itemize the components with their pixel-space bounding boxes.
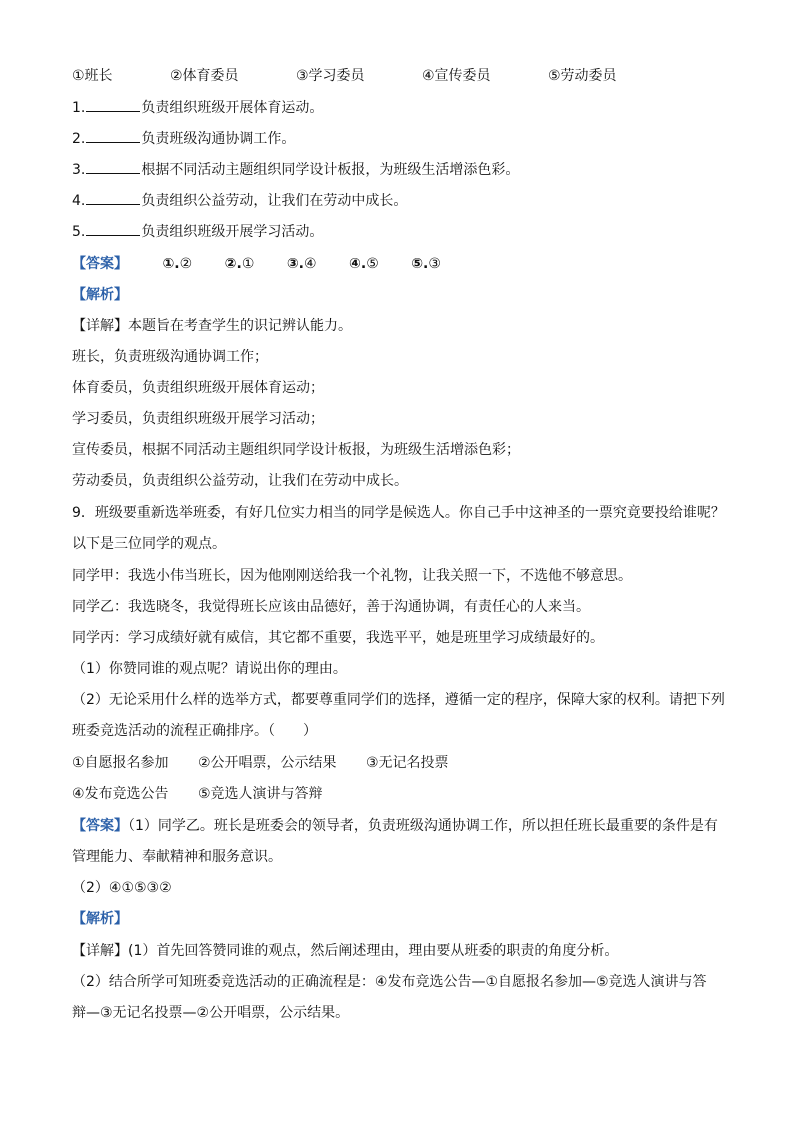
item-number: 3. [72, 162, 86, 178]
q9-stem: 9．班级要重新选举班委，有好几位实力相当的同学是候选人。你自己手中这神圣的一票究竟要投给谁呢？ [72, 505, 725, 521]
q9-student-c: 同学丙：学习成绩好就有威信，其它都不重要，我选平平，她是班里学习成绩最好的。 [72, 630, 604, 646]
q9-option: ③无记名投票 [366, 755, 449, 771]
q8-item [72, 191, 407, 211]
q9-answer-cont: 管理能力、奉献精神和服务意识。 [72, 849, 282, 865]
q9-sub-question-1: （1）你赞同谁的观点呢？请说出你的理由。 [72, 661, 347, 677]
q8-analysis-line: 班长，负责班级沟通协调工作； [72, 349, 268, 365]
q8-item [72, 129, 295, 149]
answer-item: ③.④ [286, 256, 317, 272]
answer-text: （1）同学乙。班长是班委会的领导者，负责班级沟通协调工作，所以担任班长最重要的条件是有 [128, 818, 718, 834]
answer-label: 【答案】 [72, 818, 128, 834]
item-text: 根据不同活动主题组织同学设计板报，为班级生活增添色彩。 [141, 162, 520, 178]
q9-answer-2: （2）④①⑤③② [72, 880, 172, 896]
item-text: 负责组织班级开展学习活动。 [141, 224, 324, 240]
q9-option: ④发布竞选公告 [72, 786, 169, 802]
answer-blank [86, 191, 140, 205]
q8-item [72, 98, 323, 118]
q9-sub-question-2-cont: 班委竞选活动的流程正确排序。（ ） [72, 723, 317, 739]
q9-analysis-label: 【解析】 [72, 911, 128, 927]
item-text: 负责组织公益劳动，让我们在劳动中成长。 [141, 193, 408, 209]
q9-option: ⑤竞选人演讲与答辩 [198, 786, 323, 802]
q8-analysis-label: 【解析】 [72, 287, 128, 303]
q8-answer-row [72, 254, 469, 274]
answer-blank [86, 129, 140, 143]
item-text: 负责组织班级开展体育运动。 [141, 100, 324, 116]
item-number: 5. [72, 224, 86, 240]
q9-detail-1: 【详解】(1）首先回答赞同谁的观点，然后阐述理由，理由要从班委的职责的角度分析。 [72, 943, 619, 959]
q8-option-1: ①班长 [72, 68, 113, 84]
answer-blank [86, 160, 140, 174]
item-text: 负责班级沟通协调工作。 [141, 131, 296, 147]
answer-item: ①.② [162, 256, 193, 272]
q9-student-a: 同学甲：我选小伟当班长，因为他刚刚送给我一个礼物，让我关照一下，不选他不够意思。 [72, 568, 632, 584]
q8-analysis-line: 劳动委员，负责组织公益劳动，让我们在劳动中成长。 [72, 473, 408, 489]
q8-analysis-line: 体育委员，负责组织班级开展体育运动； [72, 380, 324, 396]
q8-option-4: ④宣传委员 [422, 68, 491, 84]
q9-sub-question-2: （2）无论采用什么样的选举方式，都要尊重同学们的选择，遵循一定的程序，保障大家的权利。请把下列 [72, 692, 725, 708]
q8-item [72, 160, 519, 180]
q9-option: ②公开唱票，公示结果 [198, 755, 337, 771]
answer-item: ⑤.③ [411, 256, 441, 272]
q8-option-3: ③学习委员 [296, 68, 365, 84]
item-number: 1. [72, 100, 86, 116]
q9-student-b: 同学乙：我选晓冬，我觉得班长应该由品德好，善于沟通协调，有责任心的人来当。 [72, 599, 590, 615]
q9-answer-row [72, 816, 718, 836]
q8-analysis-line: 学习委员，负责组织班级开展学习活动； [72, 411, 324, 427]
answer-item: ②.① [224, 256, 255, 272]
q9-option: ①自愿报名参加 [72, 755, 169, 771]
answer-label: 【答案】 [72, 256, 128, 272]
q8-analysis-line: 宣传委员，根据不同活动主题组织同学设计板报，为班级生活增添色彩； [72, 442, 520, 458]
q8-item [72, 222, 323, 242]
q8-option-5: ⑤劳动委员 [548, 68, 617, 84]
item-number: 4. [72, 193, 86, 209]
q8-detail: 【详解】本题旨在考查学生的识记辨认能力。 [72, 318, 352, 334]
q9-detail-2-cont: 辩—③无记名投票—②公开唱票，公示结果。 [72, 1005, 350, 1021]
answer-item: ④.⑤ [349, 256, 379, 272]
q9-stem-cont: 以下是三位同学的观点。 [72, 536, 226, 552]
answer-blank [86, 98, 140, 112]
item-number: 2. [72, 131, 86, 147]
q9-detail-2: （2）结合所学可知班委竞选活动的正确流程是：④发布竞选公告—①自愿报名参加—⑤竞选人演讲与答 [72, 974, 707, 990]
answer-blank [86, 222, 140, 236]
q8-option-2: ②体育委员 [170, 68, 239, 84]
